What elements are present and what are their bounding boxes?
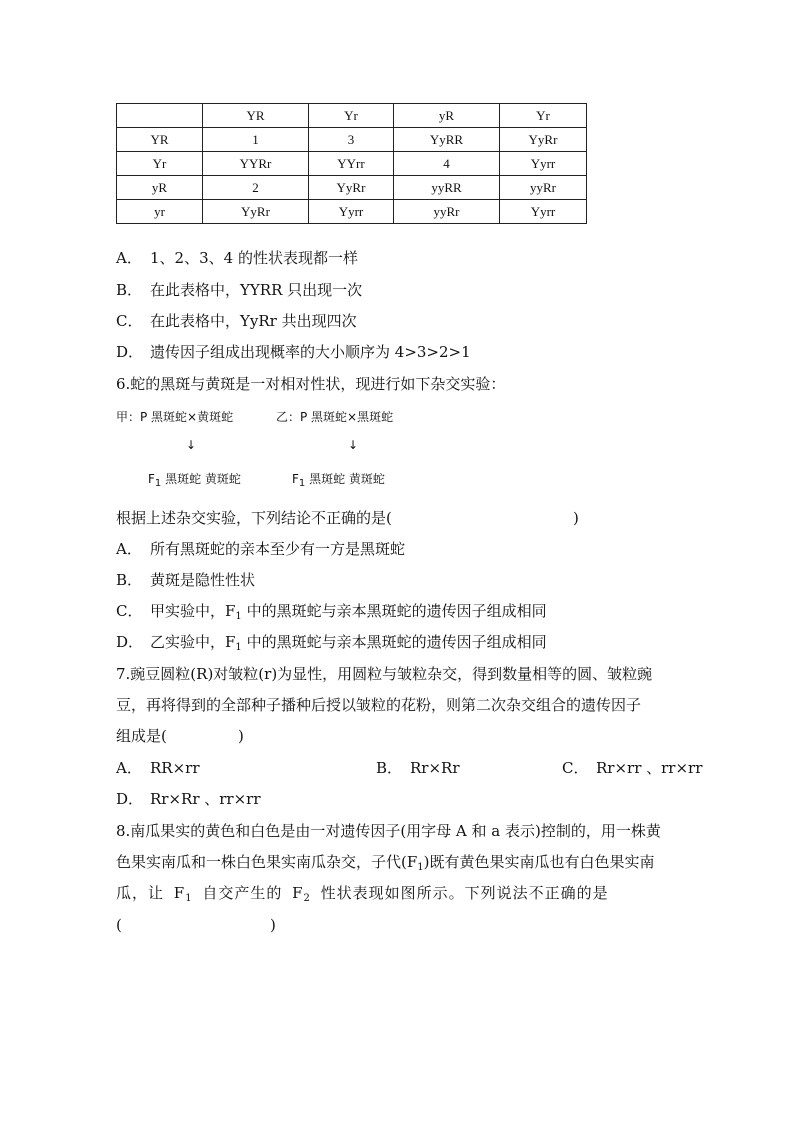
q7-option-b: B． Rr×Rr xyxy=(376,759,460,777)
table-cell: 2 xyxy=(203,176,309,200)
cross-jia: 甲：P 黑斑蛇×黄斑蛇 xyxy=(116,410,234,424)
f1-yi: $F_1$ 黑斑蛇 黄斑蛇 xyxy=(292,472,385,489)
q7-option-d: D． Rr×Rr 、rr×rr xyxy=(116,790,261,808)
q5-option-a: A． 1、2、3、4 的性状表现都一样 xyxy=(116,249,358,267)
q6-option-a: A． 所有黑斑蛇的亲本至少有一方是黑斑蛇 xyxy=(116,540,406,558)
table-row xyxy=(117,152,587,176)
q5-option-d: D． 遗传因子组成出现概率的大小顺序为 4>3>2>1 xyxy=(116,343,471,361)
q6-option-c: C． 甲实验中，$F_1$ 中的黑斑蛇与亲本黑斑蛇的遗传因子组成相同 xyxy=(116,602,547,622)
q8-line1: 8.南瓜果实的黄色和白色是由一对遗传因子(用字母 A 和 a 表示)控制的，用一株黄 xyxy=(116,822,661,840)
genotype-table xyxy=(116,103,587,224)
q7-stem-line1: 7.豌豆圆粒(R)对皱粒(r)为显性，用圆粒与皱粒杂交，得到数量相等的圆、皱粒豌 xyxy=(116,665,653,683)
table-cell: yr xyxy=(117,200,203,224)
q7-stem-line3: 组成是( xyxy=(116,727,167,745)
table-cell: Yyrr xyxy=(500,200,587,224)
table-cell: yyRr xyxy=(394,200,500,224)
table-cell: YyRR xyxy=(394,128,500,152)
table-cell: YyRr xyxy=(203,200,309,224)
table-cell: Yr xyxy=(500,104,587,128)
q5-option-b: B． 在此表格中，YYRR 只出现一次 xyxy=(116,281,363,299)
table-row xyxy=(117,176,587,200)
table-cell: 4 xyxy=(394,152,500,176)
table-cell: yR xyxy=(394,104,500,128)
q6-question-close: ) xyxy=(573,509,579,527)
f1-jia: $F_1$ 黑斑蛇 黄斑蛇 xyxy=(148,472,241,489)
q6-option-b: B． 黄斑是隐性性状 xyxy=(116,571,256,589)
table-header-row xyxy=(117,104,587,128)
table-cell xyxy=(117,104,203,128)
q8-line4-close: ) xyxy=(270,916,276,934)
q7-option-c: C． Rr×rr 、rr×rr xyxy=(562,759,703,777)
q8-line3: 瓜，让 $F_1$ 自交产生的 $F_2$ 性状表现如图所示。下列说法不正确的是 xyxy=(116,884,609,904)
table-cell: 1 xyxy=(203,128,309,152)
table-cell: YR xyxy=(117,128,203,152)
table-cell: Yyrr xyxy=(309,200,394,224)
table-cell: YR xyxy=(203,104,309,128)
table-cell: yR xyxy=(117,176,203,200)
table-cell: 3 xyxy=(309,128,394,152)
q8-line2: 色果实南瓜和一株白色果实南瓜杂交，子代$(F_1)$既有黄色果实南瓜也有白色果实南 xyxy=(116,853,655,873)
table-cell: yyRR xyxy=(394,176,500,200)
table-cell: YyRr xyxy=(309,176,394,200)
arrow-down-icon: ↓ xyxy=(186,438,197,452)
table-cell: YYrr xyxy=(309,152,394,176)
table-cell: Yyrr xyxy=(500,152,587,176)
table-cell: YYRr xyxy=(203,152,309,176)
q6-stem: 6.蛇的黑斑与黄斑是一对相对性状，现进行如下杂交实验： xyxy=(116,375,506,393)
q7-stem-line2: 豆，再将得到的全部种子播种后授以皱粒的花粉，则第二次杂交组合的遗传因子 xyxy=(116,696,642,714)
q5-option-c: C． 在此表格中，YyRr 共出现四次 xyxy=(116,312,357,330)
table-row xyxy=(117,200,587,224)
q6-question: 根据上述杂交实验，下列结论不正确的是( xyxy=(116,509,392,527)
q7-stem-close: ) xyxy=(238,727,244,745)
table-cell: Yr xyxy=(117,152,203,176)
cross-yi: 乙：P 黑斑蛇×黑斑蛇 xyxy=(276,410,394,424)
arrow-down-icon: ↓ xyxy=(348,438,359,452)
q7-option-a: A． RR×rr xyxy=(116,759,200,777)
table-cell: yyRr xyxy=(500,176,587,200)
q6-option-d: D． 乙实验中，$F_1$ 中的黑斑蛇与亲本黑斑蛇的遗传因子组成相同 xyxy=(116,633,547,653)
table-cell: Yr xyxy=(309,104,394,128)
table-cell: YyRr xyxy=(500,128,587,152)
q8-line4-open: ( xyxy=(116,916,122,934)
table-row xyxy=(117,128,587,152)
